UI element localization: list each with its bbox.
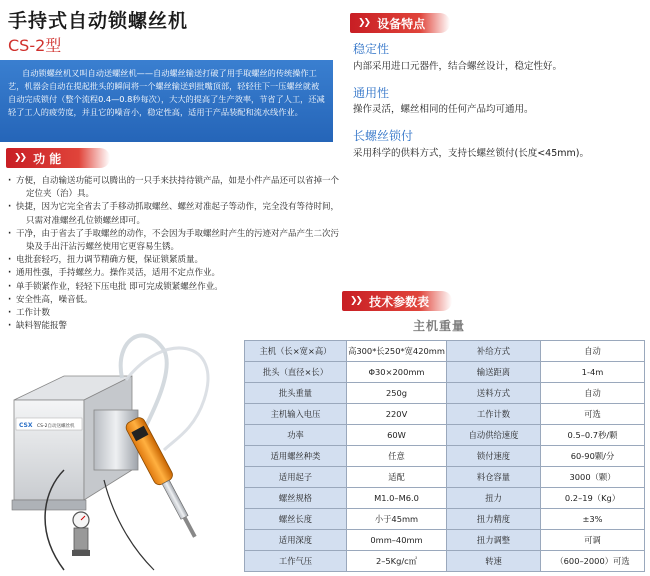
function-item [6, 254, 341, 267]
function-text-cont: 只需对准螺丝孔位锁螺丝即可。 [26, 215, 146, 226]
function-item [6, 294, 341, 307]
function-text-cont: 定位夹（治）具。 [26, 189, 95, 200]
function-item [6, 307, 341, 320]
product-intro: 自动锁螺丝机又叫自动送螺丝机——自动螺丝输送打破了用手取螺丝的传统操作工艺，机器会自动在提起批头的瞬间将一个螺丝输送到批嘴顶部，轻轻往下一压螺丝就被自动完成锁付（整个流程0.4—0.8秒每次），大大的提高了生产效率，节省了人工，还减轻了工人的疲劳度，并且它的噪音小，稳定性高，适用于产品装配和流水线作业。 [0, 60, 333, 142]
function-text: 通用性强，手持螺丝力。操作灵活，适用不定点作业。 [16, 268, 221, 279]
spec-key: 批头（直径×长） [245, 362, 347, 383]
spec-key: 工作气压 [245, 551, 347, 572]
function-item [6, 175, 341, 201]
spec-value: 60-90颗/分 [541, 446, 645, 467]
function-text: 工作计数 [16, 308, 51, 319]
spec-key: 转速 [447, 551, 541, 572]
function-item [6, 228, 341, 254]
spec-value: 60W [347, 425, 447, 446]
spec-key: 功率 [245, 425, 347, 446]
feature-desc: 内部采用进口元器件，结合螺丝设计，稳定性好。 [353, 61, 563, 72]
machine-panel-label: CS-2自动送螺丝机 [37, 424, 75, 429]
spec-row [245, 551, 645, 572]
spec-value: 0mm–40mm [347, 530, 447, 551]
features-heading-banner [350, 13, 450, 33]
spec-key: 扭力调整 [447, 530, 541, 551]
spec-value: 自动 [541, 383, 645, 404]
spec-row [245, 509, 645, 530]
spec-key: 扭力精度 [447, 509, 541, 530]
spec-key: 批头重量 [245, 383, 347, 404]
spec-value: 1-4m [541, 362, 645, 383]
feature-title: 稳定性 [353, 42, 390, 56]
double-chevron-icon: ❯❯ [350, 296, 362, 306]
spec-key: 扭力 [447, 488, 541, 509]
product-title: 手持式自动锁螺丝机 [8, 10, 189, 32]
spec-row [245, 446, 645, 467]
spec-key: 送料方式 [447, 383, 541, 404]
spec-row [245, 467, 645, 488]
function-text: 单手锁紧作业，轻轻下压电批 即可完成锁紧螺丝作业。 [16, 281, 223, 292]
spec-value: 220V [347, 404, 447, 425]
function-text: 干净，由于省去了手取螺丝的动作，不会因为手取螺丝时产生的污迹对产品产生二次污 [16, 228, 340, 239]
spec-row [245, 530, 645, 551]
feature-title: 长螺丝锁付 [353, 129, 414, 143]
spec-row [245, 404, 645, 425]
spec-row [245, 341, 645, 362]
function-item [6, 267, 341, 280]
spec-value: 任意 [347, 446, 447, 467]
spec-value: Φ30×200mm [347, 362, 447, 383]
spec-value: 小于45mm [347, 509, 447, 530]
spec-row [245, 362, 645, 383]
spec-key: 适用深度 [245, 530, 347, 551]
specs-heading: 技术参数表 [369, 294, 430, 309]
spec-key: 工作计数 [447, 404, 541, 425]
function-text: 安全性高，噪音低。 [16, 294, 93, 305]
electric-screwdriver-icon [124, 416, 204, 542]
spec-key: 螺丝规格 [245, 488, 347, 509]
spec-value: ±3% [541, 509, 645, 530]
spec-value: 高300*长250*宽420mm [347, 341, 447, 362]
function-text: 快捷，因为它完全省去了手移动抓取螺丝、螺丝对准起子等动作，完全没有等待时间， [16, 202, 340, 213]
feature-desc: 操作灵活，螺丝相同的任何产品均可通用。 [353, 104, 534, 115]
machine-front [14, 400, 84, 500]
function-item [6, 281, 341, 294]
function-item [6, 201, 341, 227]
spec-value: M1.0–M6.0 [347, 488, 447, 509]
feature-desc: 采用科学的供料方式，支持长螺丝锁付(长度<45mm)。 [353, 148, 589, 159]
spec-row [245, 383, 645, 404]
spec-row [245, 488, 645, 509]
machine-brand: CSX [19, 422, 33, 429]
double-chevron-icon: ❯❯ [14, 153, 26, 163]
spec-value: 可选 [541, 404, 645, 425]
spec-key: 适用起子 [245, 467, 347, 488]
spec-key: 自动供给速度 [447, 425, 541, 446]
function-text: 电批套轻巧，扭力调节精确方便，保证锁紧质量。 [16, 255, 204, 266]
product-model: CS-2型 [8, 36, 62, 55]
functions-heading: 功 能 [33, 151, 62, 166]
spec-key: 螺丝长度 [245, 509, 347, 530]
spec-value: 3000（颗） [541, 467, 645, 488]
spec-value: 可调 [541, 530, 645, 551]
spec-key: 补给方式 [447, 341, 541, 362]
function-text-cont: 染及手出汗沾污螺丝使用它更容易生锈。 [26, 242, 180, 253]
spec-key: 主机输入电压 [245, 404, 347, 425]
spec-value: 2–5Kg/c㎡ [347, 551, 447, 572]
machine-illustration [4, 320, 244, 576]
feature-title: 通用性 [353, 86, 390, 100]
spec-key: 锁付速度 [447, 446, 541, 467]
functions-heading-banner [6, 148, 110, 168]
spec-row [245, 425, 645, 446]
spec-value: 适配 [347, 467, 447, 488]
functions-list [6, 175, 341, 333]
specs-heading-banner [342, 291, 452, 311]
weight-label: 主机重量 [413, 319, 466, 333]
spec-key: 适用螺丝种类 [245, 446, 347, 467]
spec-value: （600–2000）可选 [541, 551, 645, 572]
features-heading: 设备特点 [377, 16, 426, 31]
spec-table [244, 340, 645, 572]
spec-value: 250g [347, 383, 447, 404]
function-text: 缺料智能报警 [16, 321, 68, 332]
spec-key: 料仓容量 [447, 467, 541, 488]
spec-key: 输送距离 [447, 362, 541, 383]
spec-value: 自动 [541, 341, 645, 362]
function-text: 方便，自动输送功能可以腾出的一只手来扶持待锁产品，如是小件产品还可以省掉一个 [16, 176, 340, 186]
spec-value: 0.2–19（Kg） [541, 488, 645, 509]
spec-key: 主机（长×宽×高） [245, 341, 347, 362]
spec-value: 0.5–0.7秒/颗 [541, 425, 645, 446]
double-chevron-icon: ❯❯ [358, 18, 370, 28]
